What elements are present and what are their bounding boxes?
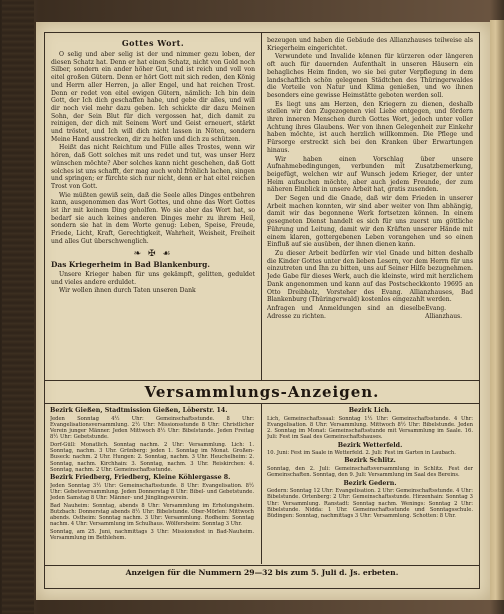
article-paragraph: Zu dieser Arbeit bedürfen wir viel Gnade und bitten deshalb die Kinder Gottes unter den lieben Lesern, vor dem Herrn für uns einzutreten und Ihn zu bitten, uns auf Seiner Hilfe bezugnehmen. Jede Gabe für dieses Werk, auch die kleinste, wird mit herzlichem Dank angenommen und kann auf das Postscheckkonto 19695 an Otto Dreibholz, Vorsteher des Evang. Allianzhauses, Bad Blankenburg (Thüringerwald) kostenlos eingezahlt werden. — [267, 249, 473, 304]
heading-rule — [45, 403, 479, 404]
lower-column-divider — [261, 404, 262, 564]
article-paragraph: Heißt das nicht Reichtum und Fülle alles Trostes, wenn wir hören, daß Gott solches mit uns redet und tut, was unser Herz wünschen möchte? Aber solches kann nicht geschehen, daß Gott solches ist uns schafft, der mag auch wohl fröhlich lachen, singen und springen; er fürchte sich nur nicht, denn er hat eitel reichen Trost von Gott. — [51, 144, 255, 190]
announcement-text: 10. Juni: Fest im Saale in Wetterfeld. 2. Juli: Fest im Garten in Laubach. — [267, 450, 456, 457]
ornament-divider: ❧ ✠ ☙ — [133, 248, 173, 259]
announcement-text: Dorf-Güll: Monatlich. Sonntag nachm. 2 Uhr: Versammlung. Lich: 1. Sonntag, nachm. 3 Uhr. Grünberg: jeden 1. Sonntag im Monat. Großen-Buseck: nachm. 2 Uhr. Hungen: 2. Sonntag, nachm. 3 Uhr. Heuchelheim: 2. Sonntag, nachm. Kirchhain: 3. Sonntag, nachm. 3 Uhr. Reiskirchen: 4. Sonntag, nachm. 2 Uhr. Gemeinschaftsstunde. — [50, 441, 254, 473]
article-paragraph: Wir haben einen Vorschlag über unsere Aufnahmebedingungen, verbunden mit Zusatzbemerkung, beigefügt, welchen wir auf Wunsch jedem Krieger, der unter Heim aufsuchen möchte, aber auch jedem Freunde, der zum näheren Einblick in unsere Arbeit hat, gratis zusenden. — [267, 155, 473, 194]
district-heading: Bezirk Lich. — [348, 407, 392, 414]
announcements-left-column — [50, 406, 254, 561]
announcements-right-column — [267, 406, 473, 561]
page-frame — [44, 32, 480, 589]
upper-right-column — [267, 37, 473, 377]
district-heading: Bezirk Wetterfeld. — [337, 441, 403, 449]
district-heading: Bezirk Gießen, Stadtmission Gießen, Löberstr. 14. — [50, 407, 228, 414]
announcements-section — [45, 382, 479, 588]
upper-left-column — [51, 37, 255, 377]
article-paragraph: bezeugen und haben die Gebäude des Allianzhauses teilweise als Kriegerheim eingerichtet. — [267, 37, 473, 52]
article-paragraph: Unsere Krieger haben für uns gekämpft, gelitten, geduldet und vieles andere erduldet. — [51, 271, 255, 286]
announcement-text: Lich, Gemeinschaftssaal: Sonntag 1½ Uhr: Gemeinschaftsstunde. 4 Uhr: Evangelisation. 8 Uhr: Versammlung. Mittwoch 8½ Uhr: Bibelstunde. Jeden 2. Sonntag im Monat: Gemeinschaftsstunde mit Versammlung im Saale. 16. Juli: Fest im Saal des Gemeinschaftshauses. — [267, 415, 473, 441]
district-heading: Bezirk Schlitz. — [344, 457, 396, 465]
announcement-text: Sonntag, am 25. Juni, nachmittags 3 Uhr: Missionsfest in Bad-Nauheim. Versammlung im Bethlehem. — [50, 528, 254, 542]
column-divider — [261, 33, 262, 380]
article-paragraph: Wir wollen ihnen durch Taten unseren Dank — [59, 287, 196, 295]
announcement-text: Gedern: Sonntag 12 Uhr: Evangelisation. 2 Uhr: Gemeinschaftsstunde. 4 Uhr: Bibelstunde. Ortenberg: 2 Uhr: Gemeinschaftsstunde. Hirzenhain: Sonntag 3 Uhr: Versammlung. Ranstadt: Sonntag nachm. Wenings: Sonntag 2 Uhr: Bibelstunde. Nidda: 1 Uhr. Gemeinschaftsstunde und Sonntagsschule. Büdingen: Sonntag, nachmittags 3 Uhr: Versammlung. Schotten: 8 Uhr. — [267, 488, 473, 520]
article-title: Gottes Wort. — [121, 38, 185, 48]
district-heading: Bezirk Friedberg, Friedberg, Kleine Köhlergasse 8. — [50, 474, 231, 482]
district-heading: Bezirk Gedern. — [343, 479, 397, 487]
footer-rule — [45, 565, 479, 566]
article-paragraph: Der Segen und die Gnade, daß wir dem Frieden in unserer Arbeit machen konnten, wir sind aber weiter von Ihm abhängig, damit wir das begonnene Werk fortsetzen können. In einem gesegneten Dienst handelt es sich für uns zuerst um göttliche Führung und Leitung, damit wir den Kräften unserer Hände mit einem klaren, gottergebenen Leben vorangehen und so einen Einfluß auf sie ausüben, der ihnen dienen kann. — [267, 195, 473, 249]
announcement-text: Bad Nauheim: Sonntag, abends 8 Uhr: Versammlung im Erholungsheim. Butzbach: Donnerstag abends 8½ Uhr: Bibelstunde. Ober-Mörlen: Mittwoch abends. Ostheim: Sonntag nachm. 3 Uhr: Versammlung. Rodheim: Sonntag nachm. 4 Uhr: Versammlung im Schulhaus. Wölfersheim: Sonntag 3 Uhr. — [50, 502, 254, 528]
signature: Evang. Allianzhaus. — [425, 304, 463, 320]
article-paragraph: Verwundete und Invalide können für kürzeren oder längeren oft auch für dauernden Aufenthalt in unseren Häusern ein behagliches Heim finden, wo sie bei guter Verpflegung in dem landschaftlich schön gelegenen Städtchen des Thüringerwaldes die Vorteile von Natur und Klima genießen, und wo ihnen besonders eine gewisse Heimstätte geboten werden soll. — [267, 53, 473, 99]
address-note: Anfragen und Anmeldungen sind an dieselbe Adresse zu richten. — [267, 304, 426, 320]
deadline-notice: Anzeigen für die Nummern 29—32 bis zum 5. Juli d. Js. erbeten. — [125, 568, 399, 577]
book-spine — [2, 0, 34, 614]
section-heading: Das Kriegerheim in Bad Blankenburg. — [51, 259, 210, 269]
next-page-edge — [490, 20, 504, 600]
address-row — [267, 305, 473, 320]
announcements-heading: Versammlungs-Anzeigen. — [144, 383, 380, 401]
section-divider — [45, 380, 479, 381]
announcement-text: Jeden Sonntag 3½ Uhr: Gemeinschaftsstunde. 8 Uhr: Evangelisation. 8½ Uhr: Gebetsversammlung. Jeden Donnerstag 8 Uhr: Bibel- und Gebetstunde. Jeden Samstag 8 Uhr: Männer- und Jünglingsverein. — [50, 482, 254, 502]
article-paragraph: O selig und aber selig ist der und nimmer gezu loben, der diesen Schatz hat. Denn er hat einen Schatz, nicht von Gold noch Silber, sondern ein ander höher Gut, und ist reich und voll von eitel großen Gütern. Denn er hört Gott mit sich reden, den König und Herrn aller Herren, ja aller Engel, und hat reichen Trost. Denn er redet von eitel ewigen Gütern, nämlich: Ich bin dein Gott, der Ich dich geschaffen habe, und gebe dir alles, und will dir noch viel mehr dazu geben. Ich schickte dir dazu Meinen Sohn, der Sein Blut für dich vergossen hat, dich damit zu reinigen, der dich mit Seinem Wort und Geist erneuert, stärkt und tröstet, und Ich will dich nicht lassen in Nöten, sondern Meine Hand ausstrecken, dir zu helfen und dich zu schützen. — [51, 51, 255, 143]
announcement-text: Sonntag, den 2. Juli: Gemeinschaftsversammlung in Schlitz. Fest der Gemeinschaften. Sonntag, den 9. Juli: Versammlung im Saal des Bereins. — [267, 465, 473, 479]
document-page — [36, 22, 490, 600]
announcement-text: Jeden Sonntag 4½ Uhr: Gemeinschaftsstunde. 8 Uhr: Evangelisationsversammlung. 2½ Uhr: Missionsstunde 8 Uhr: Christlicher Verein junger Männer. Jeden Mittwoch 8½ Uhr: Bibelstunde. Jeden Freitag 8½ Uhr: Gebetstunde. — [50, 415, 254, 441]
article-paragraph: Wie müßten gewiß sein, daß die Seele alles Dinges entbehren kann, ausgenommen das Wort Gottes, und ohne das Wort Gottes ist ihr mit keinem Ding geholfen. Wo sie aber das Wort hat, so bedarf sie auch keines anderen Dinges mehr zu ihrem Heil, sondern sie hat in dem Worte genug: Leben, Speise, Freude, Friede, Licht, Kraft, Gerechtigkeit, Wahrheit, Weisheit, Freiheit und alles Gut überschwenglich. — [51, 191, 255, 245]
article-paragraph: Es liegt uns am Herzen, den Kriegern zu dienen, deshalb stellen wir den Zugezogenen viel Liebe entgegen, und fördern ihren inneren Menschen durch Gottes Wort, jedoch unter voller Achtung ihres Glaubens. Wer von ihnen Gelegenheit zur Einkehr haben möchte, ist auch herzlich willkommen. Die Pflege und Fürsorge erstreckt sich bei den Kranken über Erwartungen hinaus. — [267, 100, 473, 154]
